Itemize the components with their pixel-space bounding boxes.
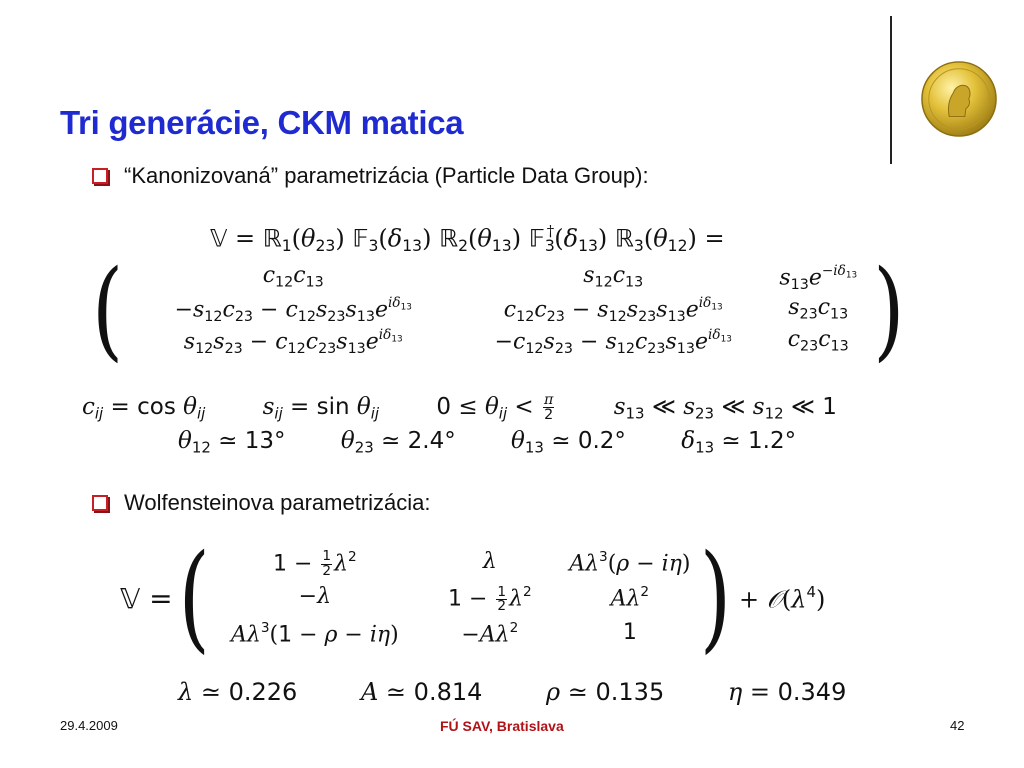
ckm-cell: $s_{12}c_{13}$ — [583, 263, 644, 291]
wolf-cell: −λ — [298, 584, 332, 610]
wolfenstein-parameters: λ ≃ 0.226 A ≃ 0.814 ρ ≃ 0.135 η = 0.349 — [178, 678, 847, 706]
slide-title: Tri generácie, CKM matica — [60, 104, 464, 141]
ckm-cell: $c_{12}c_{13}$ — [262, 263, 324, 291]
wolf-cell: λ — [482, 548, 497, 574]
bullet-box-icon — [92, 168, 108, 184]
footer-institution: FÚ SAV, Bratislava — [440, 718, 564, 734]
bullet-wolfenstein — [92, 490, 431, 516]
ckm-cell: $-c_{12}s_{23} - s_{12}c_{23}s_{13}e^{i\delta_{13}}$ — [494, 326, 732, 357]
definitions-line-1: $c_{ij} = \cos \theta_{ij}$ $s_{ij} = \sin \theta_{ij}$ $0 \le \theta_{ij}$ < $\frac{\pi}{2}$ $s_{13}$ ≪ $s_{23}$ ≪ $s_{12}$ ≪ 1 — [82, 392, 837, 424]
ckm-cell: $c_{12}c_{23} - s_{12}s_{23}s_{13}e^{i\delta_{13}}$ — [503, 295, 723, 325]
wolf-cell: 1 — [622, 619, 637, 645]
right-paren: ) — [699, 529, 732, 665]
definitions-line-2: $\theta_{12}$ ≃ 13° $\theta_{23}$ ≃ 2.4° $\theta_{13}$ ≃ 0.2° $\delta_{13}$ ≃ 1.2° — [178, 428, 797, 457]
wolf-cell: 1 − $\frac{1}{2}$ $\lambda^2$ — [447, 583, 532, 615]
ckm-cell: $s_{13}e^{-i\delta_{13}}$ — [779, 263, 858, 294]
ckm-cell: $c_{23}c_{13}$ — [787, 326, 849, 355]
ckm-cell: $s_{23}c_{13}$ — [788, 295, 849, 323]
footer-page-number: 42 — [950, 718, 965, 733]
left-paren: ( — [178, 529, 210, 665]
left-paren: ( — [92, 246, 124, 373]
order-term: + $𝒪(\lambda^4)$ — [739, 582, 826, 614]
ckm-decomposition-equation: 𝕍 = $ℝ_1(\theta_{23})$ $𝔽_3(\delta_{13})$ $ℝ_2(\theta_{13})$ $𝔽_3^\dagger(\delta_{13})$ $ℝ_3(\theta_{12})$ = — [210, 222, 725, 256]
ckm-matrix — [92, 246, 905, 373]
footer-date: 29.4.2009 — [60, 718, 118, 733]
wolf-cell: 1 − $\frac{1}{2}$ $\lambda^2$ — [272, 547, 357, 579]
wolf-cell: $A\lambda^2$ — [610, 584, 650, 612]
header-divider — [890, 16, 892, 164]
bullet-pdg — [92, 163, 649, 189]
bullet-text: “Kanonizovaná” parametrizácia (Particle Data Group): — [124, 163, 649, 188]
wolf-cell: $-A\lambda^2$ — [461, 619, 519, 648]
bullet-text: Wolfensteinova parametrizácia: — [124, 490, 431, 515]
ckm-cell: $s_{12}s_{23} - c_{12}c_{23}s_{13}e^{i\delta_{13}}$ — [183, 326, 403, 357]
right-paren: ) — [873, 246, 905, 373]
nobel-medal-icon — [920, 60, 998, 138]
wolf-cell: $A\lambda^3(\rho - i\eta)$ — [569, 548, 691, 577]
wolf-cell: $A\lambda^3(1 - \rho - i\eta)$ — [230, 619, 399, 648]
bullet-box-icon — [92, 495, 108, 511]
ckm-cell: $-s_{12}c_{23} - c_{12}s_{23}s_{13}e^{i\delta_{13}}$ — [174, 295, 412, 325]
wolfenstein-equation — [120, 529, 826, 665]
v-symbol: 𝕍 = — [120, 581, 173, 615]
